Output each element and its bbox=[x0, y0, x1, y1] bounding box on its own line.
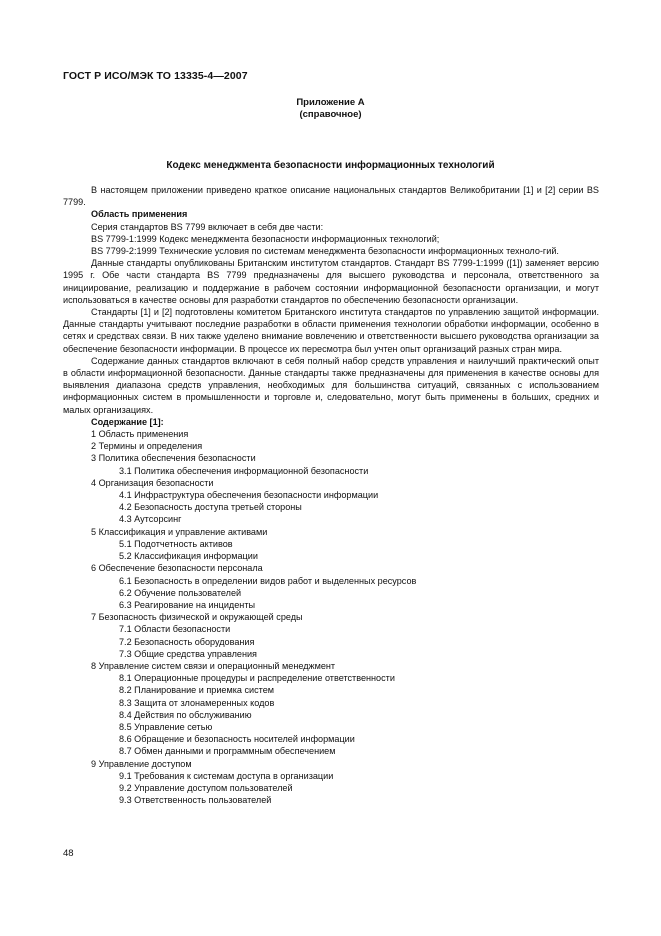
toc-item: 4.1 Инфраструктура обеспечения безопасности информации bbox=[119, 490, 379, 501]
toc-item: 4.2 Безопасность доступа третьей стороны bbox=[119, 502, 302, 513]
toc-item: 8.3 Защита от злонамеренных кодов bbox=[119, 697, 275, 708]
toc-item: 3.1 Политика обеспечения информационной безопасности bbox=[119, 465, 369, 476]
toc-item: 5.1 Подотчетность активов bbox=[119, 538, 233, 549]
toc-item: 8.2 Планирование и приемка систем bbox=[119, 685, 275, 696]
toc-item: 8.6 Обращение и безопасность носителей информации bbox=[119, 734, 355, 745]
toc-item: 5.2 Классификация информации bbox=[119, 551, 258, 562]
content-paragraph: Содержание данных стандартов включают в себя полный набор средств управления и наилучший практический опыт в области информационной безопасности. Данные стандарты также предназначены для применения в качестве основы для выявления диапазона средств управления, необходимых для большинства ситуаций, связанных с использованием информационных систем в промышленности и торговле и, следовательно, могут быть применены в больших, средних и малых организациях. bbox=[63, 355, 599, 415]
appendix-title: Кодекс менеджмента безопасности информационных технологий bbox=[166, 160, 495, 171]
toc-item: 8 Управление систем связи и операционный менеджмент bbox=[91, 660, 336, 671]
toc-item: 6.3 Реагирование на инциденты bbox=[119, 599, 256, 610]
toc-item: 7.3 Общие средства управления bbox=[119, 648, 257, 659]
toc-item: 3 Политика обеспечения безопасности bbox=[91, 453, 256, 464]
toc-item: 1 Область применения bbox=[91, 429, 189, 440]
appendix-heading bbox=[0, 97, 661, 121]
prepared-paragraph: Стандарты [1] и [2] подготовлены комитетом Британского института стандартов по управлению защитой информации. Данные стандарты учитывают последние разработки в области применения технологии обработки информации, особенно в сетях и средствах связи. В них также уделено внимание вовлечению и ответственности высшего руководства организации за обеспечение безопасности информации. В процессе их пересмотра был учтен опыт организаций разных стран мира. bbox=[63, 307, 599, 354]
table-of-contents bbox=[63, 428, 599, 806]
toc-item: 7.2 Безопасность оборудования bbox=[119, 636, 255, 647]
toc-item: 4 Организация безопасности bbox=[91, 477, 214, 488]
toc-item: 9 Управление доступом bbox=[91, 758, 192, 769]
toc-item: 6.1 Безопасность в определении видов работ и выделенных ресурсов bbox=[119, 575, 417, 586]
contents-heading: Содержание [1]: bbox=[91, 416, 164, 427]
document-code: ГОСТ Р ИСО/МЭК ТО 13335-4—2007 bbox=[63, 70, 248, 82]
toc-item: 7.1 Области безопасности bbox=[119, 624, 231, 635]
scope-part-2: BS 7799-2:1999 Технические условия по системам менеджмента безопасности информационных техноло-гий. bbox=[91, 246, 559, 257]
toc-item: 9.1 Требования к системам доступа в организации bbox=[119, 770, 334, 781]
scope-paragraph: Серия стандартов BS 7799 включает в себя две части: bbox=[91, 221, 324, 232]
appendix-name: Приложение А bbox=[296, 97, 365, 108]
published-paragraph: Данные стандарты опубликованы Британским институтом стандартов. Стандарт BS 7799-1:1999 ([1]) заменяет версию 1995 г. Обе части стандарта BS 7799 предназначены для высшего руководства и персонала, ответственного за инициирование, реализацию и поддержание в рабочем состоянии информационной безопасности организации, и могут использоваться в качестве основы для разработки стандартов по обеспечению безопасности организации. bbox=[63, 258, 599, 305]
toc-item: 7 Безопасность физической и окружающей среды bbox=[91, 612, 303, 623]
toc-item: 2 Термины и определения bbox=[91, 441, 203, 452]
toc-item: 8.5 Управление сетью bbox=[119, 721, 213, 732]
scope-heading: Область применения bbox=[91, 209, 188, 220]
intro-paragraph: В настоящем приложении приведено краткое описание национальных стандартов Великобритании [1] и [2] серии BS 7799. bbox=[63, 185, 599, 208]
toc-item: 9.3 Ответственность пользователей bbox=[119, 795, 272, 806]
toc-item: 8.1 Операционные процедуры и распределение ответственности bbox=[119, 673, 395, 684]
toc-item: 6 Обеспечение безопасности персонала bbox=[91, 563, 263, 574]
scope-part-1: BS 7799-1:1999 Кодекс менеджмента безопасности информационных технологий; bbox=[91, 233, 440, 244]
page-number: 48 bbox=[63, 848, 74, 859]
toc-item: 6.2 Обучение пользователей bbox=[119, 587, 242, 598]
appendix-type: (справочное) bbox=[299, 109, 362, 120]
body-text bbox=[63, 184, 599, 806]
toc-item: 9.2 Управление доступом пользователей bbox=[119, 782, 293, 793]
toc-item: 4.3 Аутсорсинг bbox=[119, 514, 182, 525]
toc-item: 5 Классификация и управление активами bbox=[91, 526, 268, 537]
toc-item: 8.7 Обмен данными и программным обеспечением bbox=[119, 746, 336, 757]
toc-item: 8.4 Действия по обслуживанию bbox=[119, 709, 252, 720]
